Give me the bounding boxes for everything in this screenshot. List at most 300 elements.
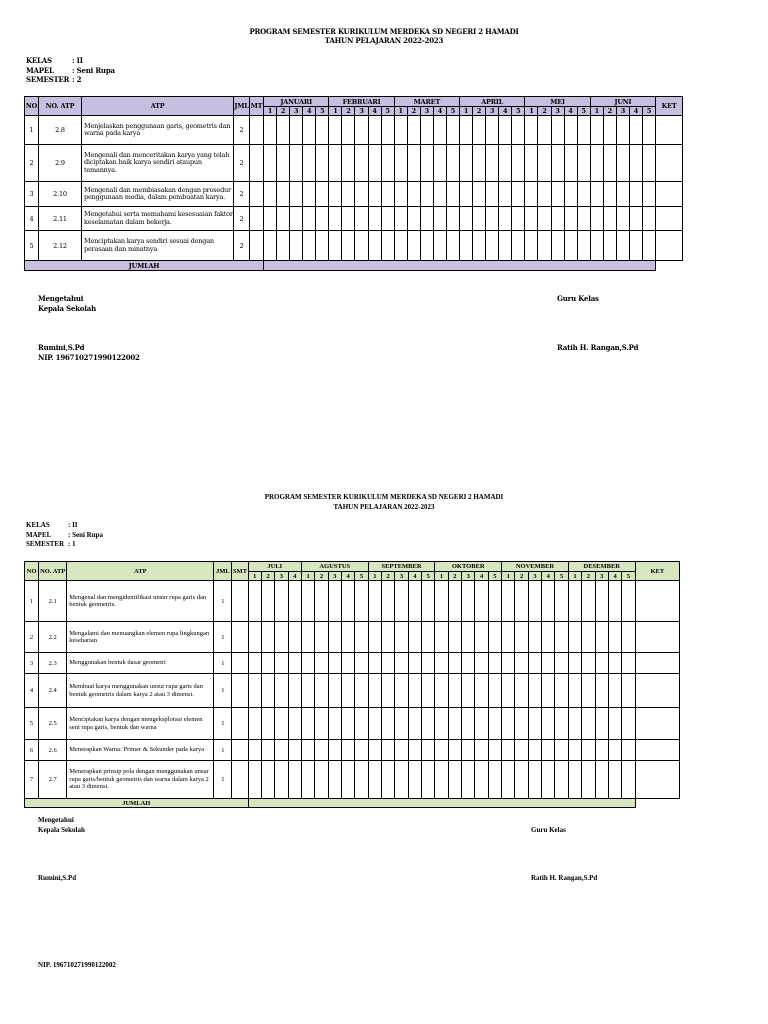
- week-number: 1: [368, 572, 381, 581]
- week-cell: [275, 761, 288, 799]
- week-cell: [460, 145, 473, 182]
- week-cell: [475, 674, 488, 708]
- week-cell: [329, 116, 342, 145]
- week-cell: [368, 761, 381, 799]
- know-label: Mengetahui: [38, 294, 84, 303]
- week-cell: [368, 207, 381, 231]
- total-ket: [635, 799, 679, 808]
- row-no: 5: [25, 231, 39, 261]
- week-cell: [642, 116, 655, 145]
- week-number: 1: [502, 572, 515, 581]
- month-header: MARET: [394, 97, 459, 107]
- week-cell: [608, 622, 621, 653]
- table-row: [25, 674, 680, 708]
- week-cell: [368, 622, 381, 653]
- row-ket: [635, 761, 679, 799]
- row-jml: 1: [214, 740, 232, 761]
- row-mt: [232, 674, 248, 708]
- week-number: 1: [590, 107, 603, 116]
- info-label: SEMESTER: [26, 75, 70, 84]
- week-cell: [368, 231, 381, 261]
- week-cell: [629, 231, 642, 261]
- row-jml: 2: [234, 231, 250, 261]
- row-atp-number: 2.6: [39, 740, 67, 761]
- week-cell: [502, 708, 515, 740]
- week-cell: [422, 581, 435, 622]
- week-cell: [608, 740, 621, 761]
- week-cell: [595, 622, 608, 653]
- week-cell: [433, 116, 446, 145]
- week-cell: [608, 708, 621, 740]
- week-cell: [515, 622, 528, 653]
- week-cell: [525, 231, 538, 261]
- week-cell: [261, 674, 274, 708]
- week-cell: [622, 740, 635, 761]
- week-cell: [499, 182, 512, 207]
- total-row: [25, 261, 683, 271]
- week-number: 5: [512, 107, 525, 116]
- row-jml: 1: [214, 674, 232, 708]
- week-cell: [462, 581, 475, 622]
- week-cell: [512, 231, 525, 261]
- week-cell: [368, 740, 381, 761]
- week-cell: [315, 581, 328, 622]
- week-cell: [525, 182, 538, 207]
- week-cell: [261, 653, 274, 674]
- week-cell: [248, 581, 261, 622]
- week-cell: [475, 581, 488, 622]
- atp-number-header: NO. ATP: [39, 97, 82, 116]
- week-cell: [577, 116, 590, 145]
- row-ket: [656, 116, 683, 145]
- week-cell: [381, 145, 394, 182]
- week-cell: [342, 145, 355, 182]
- week-cell: [407, 207, 420, 231]
- row-no: 1: [25, 581, 39, 622]
- week-cell: [394, 116, 407, 145]
- week-cell: [582, 761, 595, 799]
- week-cell: [315, 740, 328, 761]
- week-cell: [316, 231, 329, 261]
- row-atp-number: 2.4: [39, 674, 67, 708]
- total-label: JUMLAH: [25, 261, 264, 271]
- week-cell: [355, 653, 368, 674]
- know-label: Mengetahui: [38, 816, 74, 824]
- week-cell: [488, 708, 501, 740]
- row-atp-number: 2.1: [39, 581, 67, 622]
- week-cell: [448, 622, 461, 653]
- week-cell: [408, 674, 421, 708]
- week-cell: [433, 231, 446, 261]
- week-cell: [341, 581, 354, 622]
- week-cell: [329, 182, 342, 207]
- week-cell: [448, 761, 461, 799]
- week-cell: [422, 740, 435, 761]
- week-cell: [355, 740, 368, 761]
- month-header: DESEMBER: [568, 562, 635, 572]
- week-cell: [341, 674, 354, 708]
- week-cell: [515, 674, 528, 708]
- week-cell: [555, 708, 568, 740]
- week-cell: [555, 581, 568, 622]
- week-cell: [315, 708, 328, 740]
- info-value: : II: [72, 56, 83, 65]
- atp-header: ATP: [67, 562, 214, 581]
- week-cell: [435, 653, 448, 674]
- week-cell: [577, 182, 590, 207]
- week-cell: [616, 207, 629, 231]
- sem1-title-line1: PROGRAM SEMESTER KURIKULUM MERDEKA SD NEGERI 2 HAMADI: [264, 493, 504, 501]
- row-mt: [232, 708, 248, 740]
- week-cell: [275, 674, 288, 708]
- week-cell: [502, 581, 515, 622]
- row-ket: [635, 674, 679, 708]
- week-number: 5: [422, 572, 435, 581]
- week-number: 3: [420, 107, 433, 116]
- week-cell: [341, 708, 354, 740]
- week-cell: [473, 207, 486, 231]
- week-cell: [264, 116, 277, 145]
- row-atp: Menciptakan karya sendiri sesuai dengan perasaan dan minatnya: [82, 231, 234, 261]
- month-header: JANUARI: [264, 97, 329, 107]
- week-cell: [608, 581, 621, 622]
- week-cell: [381, 740, 394, 761]
- row-mt: [232, 581, 248, 622]
- week-cell: [341, 740, 354, 761]
- week-cell: [582, 622, 595, 653]
- week-cell: [290, 145, 303, 182]
- week-cell: [460, 116, 473, 145]
- info-value: : 2: [72, 75, 82, 84]
- week-cell: [446, 207, 459, 231]
- info-label: KELAS: [26, 56, 52, 65]
- month-header: SEPTEMBER: [368, 562, 435, 572]
- week-cell: [301, 622, 314, 653]
- principal-label: Kepala Sekolah: [38, 304, 96, 313]
- week-cell: [368, 674, 381, 708]
- atp-number-header: NO. ATP: [39, 562, 67, 581]
- week-cell: [515, 653, 528, 674]
- week-cell: [408, 740, 421, 761]
- week-number: 2: [277, 107, 290, 116]
- week-cell: [394, 182, 407, 207]
- week-cell: [316, 145, 329, 182]
- month-header: NOVEMBER: [502, 562, 569, 572]
- row-jml: 1: [214, 708, 232, 740]
- week-number: 1: [525, 107, 538, 116]
- table-row: [25, 708, 680, 740]
- week-cell: [290, 231, 303, 261]
- week-cell: [408, 653, 421, 674]
- row-no: 2: [25, 145, 39, 182]
- row-atp: Mengetahui serta memahami kesesuaian faktor keselamatan dalam bekerja.: [82, 207, 234, 231]
- week-cell: [488, 653, 501, 674]
- week-cell: [275, 581, 288, 622]
- week-cell: [582, 708, 595, 740]
- week-cell: [407, 145, 420, 182]
- row-ket: [635, 708, 679, 740]
- sem2-sign-right: [557, 294, 599, 304]
- week-cell: [315, 653, 328, 674]
- week-cell: [568, 761, 581, 799]
- week-cell: [394, 207, 407, 231]
- week-cell: [368, 145, 381, 182]
- week-cell: [355, 674, 368, 708]
- week-number: 4: [288, 572, 301, 581]
- week-cell: [420, 145, 433, 182]
- week-cell: [582, 674, 595, 708]
- row-ket: [635, 622, 679, 653]
- week-cell: [446, 145, 459, 182]
- week-cell: [264, 231, 277, 261]
- week-cell: [288, 581, 301, 622]
- week-cell: [381, 653, 394, 674]
- table-row: [25, 740, 680, 761]
- week-cell: [528, 581, 541, 622]
- week-cell: [301, 674, 314, 708]
- week-cell: [629, 207, 642, 231]
- week-cell: [475, 708, 488, 740]
- mt-header: SMT: [232, 562, 248, 581]
- week-cell: [288, 622, 301, 653]
- row-atp-number: 2.10: [39, 182, 82, 207]
- week-cell: [577, 207, 590, 231]
- week-cell: [329, 231, 342, 261]
- row-ket: [635, 740, 679, 761]
- week-cell: [355, 581, 368, 622]
- row-no: 3: [25, 182, 39, 207]
- week-cell: [528, 674, 541, 708]
- week-number: 5: [381, 107, 394, 116]
- week-cell: [316, 182, 329, 207]
- week-cell: [303, 145, 316, 182]
- week-cell: [462, 674, 475, 708]
- week-cell: [582, 740, 595, 761]
- week-cell: [342, 231, 355, 261]
- week-cell: [622, 653, 635, 674]
- week-cell: [590, 116, 603, 145]
- week-cell: [420, 116, 433, 145]
- week-cell: [528, 708, 541, 740]
- week-number: 2: [381, 572, 394, 581]
- row-jml: 1: [214, 761, 232, 799]
- week-cell: [488, 740, 501, 761]
- week-cell: [486, 231, 499, 261]
- week-cell: [433, 145, 446, 182]
- week-cell: [538, 116, 551, 145]
- week-cell: [355, 708, 368, 740]
- week-cell: [248, 622, 261, 653]
- week-cell: [381, 182, 394, 207]
- week-cell: [525, 145, 538, 182]
- week-cell: [568, 740, 581, 761]
- total-row: [25, 799, 680, 808]
- week-number: 1: [568, 572, 581, 581]
- week-number: 3: [551, 107, 564, 116]
- week-cell: [542, 740, 555, 761]
- week-number: 5: [642, 107, 655, 116]
- month-header: JUNI: [590, 97, 655, 107]
- week-cell: [301, 581, 314, 622]
- week-cell: [568, 622, 581, 653]
- week-cell: [315, 674, 328, 708]
- week-cell: [277, 145, 290, 182]
- week-cell: [355, 231, 368, 261]
- row-jml: 1: [214, 622, 232, 653]
- week-number: 5: [577, 107, 590, 116]
- row-ket: [656, 182, 683, 207]
- week-cell: [542, 674, 555, 708]
- row-ket: [656, 231, 683, 261]
- week-cell: [261, 581, 274, 622]
- row-no: 7: [25, 761, 39, 799]
- week-cell: [435, 622, 448, 653]
- week-number: 4: [303, 107, 316, 116]
- week-cell: [616, 182, 629, 207]
- week-cell: [564, 231, 577, 261]
- week-cell: [499, 116, 512, 145]
- week-cell: [315, 622, 328, 653]
- week-cell: [622, 708, 635, 740]
- week-cell: [303, 207, 316, 231]
- week-cell: [381, 116, 394, 145]
- week-cell: [590, 231, 603, 261]
- week-number: 4: [433, 107, 446, 116]
- week-cell: [288, 653, 301, 674]
- week-cell: [462, 708, 475, 740]
- week-number: 1: [329, 107, 342, 116]
- row-ket: [635, 581, 679, 622]
- week-cell: [328, 761, 341, 799]
- week-cell: [301, 653, 314, 674]
- week-number: 2: [473, 107, 486, 116]
- info-label: SEMESTER: [26, 540, 65, 548]
- teacher-label: Guru Kelas: [531, 826, 566, 834]
- week-cell: [462, 740, 475, 761]
- week-cell: [394, 145, 407, 182]
- week-cell: [502, 674, 515, 708]
- week-number: 4: [542, 572, 555, 581]
- row-atp-number: 2.3: [39, 653, 67, 674]
- week-cell: [264, 207, 277, 231]
- week-cell: [420, 182, 433, 207]
- week-cell: [368, 116, 381, 145]
- row-jml: 2: [234, 182, 250, 207]
- info-value: : 1: [68, 540, 76, 548]
- week-cell: [555, 740, 568, 761]
- week-cell: [528, 761, 541, 799]
- week-cell: [515, 708, 528, 740]
- week-cell: [301, 761, 314, 799]
- month-header: MEI: [525, 97, 590, 107]
- table-row: [25, 231, 683, 261]
- week-number: 1: [248, 572, 261, 581]
- principal-nip: NIP. 196710271990122002: [38, 353, 140, 362]
- principal-name: Rumini,S.Pd: [38, 343, 85, 352]
- week-cell: [608, 761, 621, 799]
- week-cell: [629, 116, 642, 145]
- week-cell: [512, 145, 525, 182]
- week-cell: [502, 740, 515, 761]
- week-cell: [355, 116, 368, 145]
- week-cell: [564, 207, 577, 231]
- week-cell: [446, 116, 459, 145]
- sem1-teacher-name: Ratih H. Rangan,S.Pd: [531, 874, 598, 882]
- week-cell: [555, 653, 568, 674]
- row-atp: Menciptakan karya dengan mengeksplorasi elemen seni rupa garis, bentuk dan warna: [67, 708, 214, 740]
- teacher-label: Guru Kelas: [557, 294, 599, 303]
- row-mt: [250, 116, 264, 145]
- row-atp-number: 2.12: [39, 231, 82, 261]
- week-cell: [515, 581, 528, 622]
- info-value: : Seni Rupa: [68, 530, 104, 539]
- table-row: [25, 182, 683, 207]
- week-cell: [316, 207, 329, 231]
- week-cell: [446, 182, 459, 207]
- week-cell: [622, 622, 635, 653]
- week-cell: [486, 207, 499, 231]
- sem1-principal-nip: NIP. 196710271990122002: [38, 961, 116, 969]
- week-cell: [290, 207, 303, 231]
- week-cell: [577, 145, 590, 182]
- row-atp: Mengenali dan membiasakan dengan prosedur penggunaan media, dalam pembuatan karya.: [82, 182, 234, 207]
- week-cell: [328, 674, 341, 708]
- week-cell: [422, 708, 435, 740]
- week-cell: [555, 674, 568, 708]
- week-cell: [499, 231, 512, 261]
- week-number: 4: [629, 107, 642, 116]
- row-atp: Menggunakan bentuk dasar geometri: [67, 653, 214, 674]
- week-cell: [342, 182, 355, 207]
- week-cell: [538, 231, 551, 261]
- row-atp-number: 2.9: [39, 145, 82, 182]
- week-cell: [542, 761, 555, 799]
- week-cell: [512, 207, 525, 231]
- week-number: 3: [528, 572, 541, 581]
- week-cell: [564, 116, 577, 145]
- week-cell: [381, 708, 394, 740]
- table-row: [25, 761, 680, 799]
- week-cell: [435, 761, 448, 799]
- week-cell: [407, 116, 420, 145]
- week-cell: [475, 761, 488, 799]
- week-cell: [275, 708, 288, 740]
- week-number: 2: [582, 572, 595, 581]
- week-cell: [577, 231, 590, 261]
- week-number: 5: [355, 572, 368, 581]
- week-cell: [608, 674, 621, 708]
- week-cell: [486, 116, 499, 145]
- week-cell: [462, 653, 475, 674]
- week-cell: [422, 653, 435, 674]
- row-mt: [232, 740, 248, 761]
- week-cell: [595, 740, 608, 761]
- week-cell: [512, 182, 525, 207]
- week-cell: [568, 708, 581, 740]
- week-cell: [368, 708, 381, 740]
- week-cell: [395, 674, 408, 708]
- week-cell: [488, 761, 501, 799]
- row-jml: 2: [234, 116, 250, 145]
- row-ket: [656, 207, 683, 231]
- week-cell: [582, 581, 595, 622]
- week-cell: [515, 761, 528, 799]
- week-cell: [261, 740, 274, 761]
- week-cell: [564, 145, 577, 182]
- week-cell: [542, 708, 555, 740]
- week-cell: [303, 231, 316, 261]
- row-no: 4: [25, 674, 39, 708]
